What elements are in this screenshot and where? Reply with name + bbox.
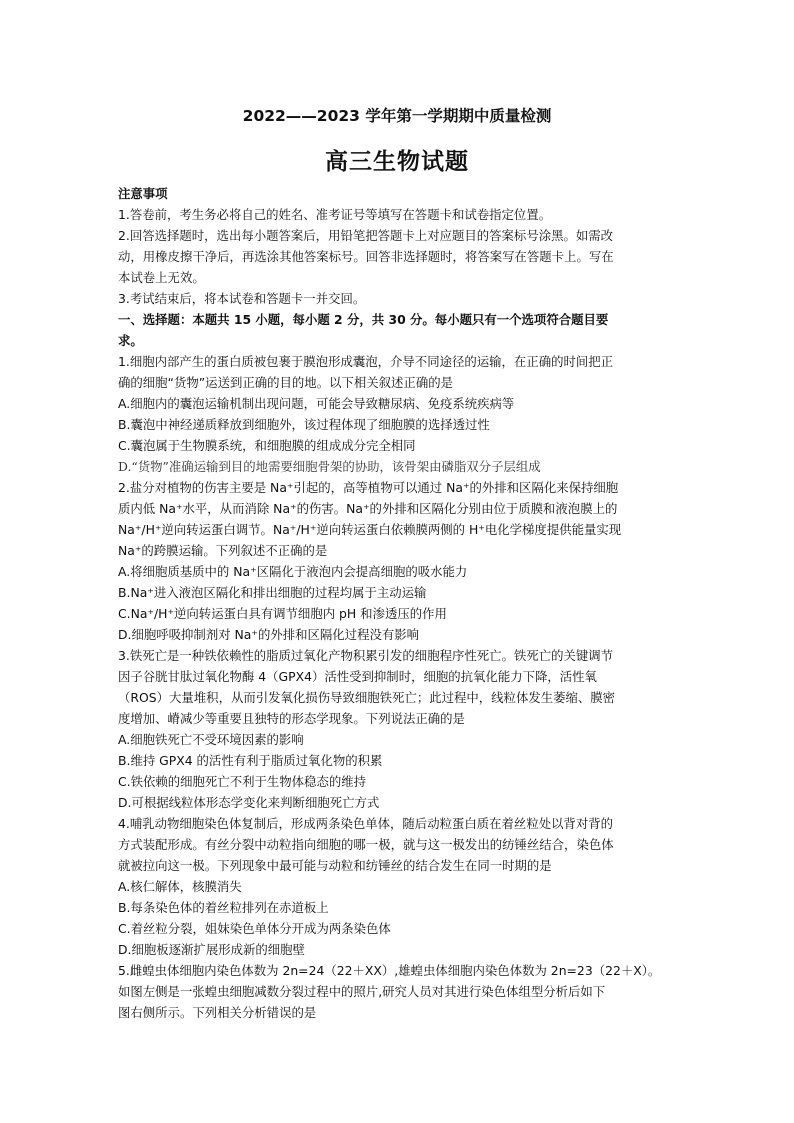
q2-stem: Na⁺/H⁺逆向转运蛋白调节。Na⁺/H⁺逆向转运蛋白依赖膜两侧的 H⁺电化学梯度提供能量实现 — [118, 522, 622, 537]
q2-option-b: B.Na⁺进入液泡区隔化和排出细胞的过程均属于主动运输 — [118, 585, 427, 600]
section-heading: 一、选择题：本题共 15 小题，每小题 2 分，共 30 分。每小题只有一个选项符合题目要 — [118, 312, 609, 327]
q2-option-d: D.细胞呼吸抑制剂对 Na⁺的外排和区隔化过程没有影响 — [118, 627, 420, 642]
notes-line: 2.回答选择题时，选出每小题答案后，用铅笔把答题卡上对应题目的答案标号涂黑。如需改 — [118, 228, 614, 243]
q5-stem: 5.雌蝗虫体细胞内染色体数为 2n=24（22＋XX）,雄蝗虫体细胞内染色体数为 2n=23（22＋X）。 — [118, 963, 661, 978]
q1-option-d: D.“货物”准确运输到目的地需要细胞骨架的协助，该骨架由磷脂双分子层组成 — [118, 459, 541, 474]
notes-heading: 注意事项 — [118, 186, 168, 201]
q3-option-b: B.维持 GPX4 的活性有利于脂质过氧化物的积累 — [118, 753, 383, 768]
exam-subtitle: 2022——2023 学年第一学期期中质量检测 — [242, 107, 552, 125]
q5-stem: 图右侧所示。下列相关分析错误的是 — [118, 1005, 317, 1020]
q5-stem: 如图左侧是一张蝗虫细胞减数分裂过程中的照片,研究人员对其进行染色体组型分析后如下 — [118, 984, 606, 999]
q4-option-d: D.细胞板逐渐扩展形成新的细胞壁 — [118, 942, 305, 957]
notes-line: 动，用橡皮擦干净后，再选涂其他答案标号。回答非选择题时，将答案写在答题卡上。写在 — [118, 249, 614, 264]
q4-option-c: C.着丝粒分裂，姐妹染色单体分开成为两条染色体 — [118, 921, 391, 936]
notes-line: 3.考试结束后，将本试卷和答题卡一并交回。 — [118, 291, 366, 306]
q1-stem: 1.细胞内部产生的蛋白质被包裹于膜泡形成囊泡，介导不同途径的运输，在正确的时间把正 — [118, 354, 614, 369]
q4-stem: 4.哺乳动物细胞染色体复制后，形成两条染色单体，随后动粒蛋白质在着丝粒处以背对背的 — [118, 816, 614, 831]
q2-stem: 2.盐分对植物的伤害主要是 Na⁺引起的，高等植物可以通过 Na⁺的外排和区隔化来保持细胞 — [118, 480, 619, 495]
notes-line: 本试卷上无效。 — [118, 270, 205, 285]
q3-option-a: A.细胞铁死亡不受环境因素的影响 — [118, 732, 304, 747]
q3-stem: （ROS）大量堆积，从而引发氧化损伤导致细胞铁死亡；此过程中，线粒体发生萎缩、膜密 — [118, 690, 616, 705]
q2-option-a: A.将细胞质基质中的 Na⁺区隔化于液泡内会提高细胞的吸水能力 — [118, 564, 468, 579]
q3-option-c: C.铁依赖的细胞死亡不利于生物体稳态的维持 — [118, 774, 367, 789]
q3-stem: 因子谷胱甘肽过氧化物酶 4（GPX4）活性受到抑制时，细胞的抗氧化能力下降，活性氧 — [118, 669, 597, 684]
q2-option-c: C.Na⁺/H⁺逆向转运蛋白具有调节细胞内 pH 和渗透压的作用 — [118, 606, 447, 621]
section-heading: 求。 — [118, 333, 143, 348]
q3-option-d: D.可根据线粒体形态学变化来判断细胞死亡方式 — [118, 795, 380, 810]
q3-stem: 度增加、嵴减少等重要且独特的形态学现象。下列说法正确的是 — [118, 711, 465, 726]
q3-stem: 3.铁死亡是一种铁依赖性的脂质过氧化产物积累引发的细胞程序性死亡。铁死亡的关键调节 — [118, 648, 614, 663]
q4-option-b: B.每条染色体的着丝粒排列在赤道板上 — [118, 900, 329, 915]
q2-stem: Na⁺的跨膜运输。下列叙述不正确的是 — [118, 543, 328, 558]
exam-title: 高三生物试题 — [325, 149, 469, 175]
q1-option-b: B.囊泡中神经递质释放到细胞外，该过程体现了细胞膜的选择透过性 — [118, 417, 490, 432]
q1-option-c: C.囊泡属于生物膜系统，和细胞膜的组成成分完全相同 — [118, 438, 416, 453]
q1-stem: 确的细胞“货物”运送到正确的目的地。以下相关叙述正确的是 — [118, 375, 453, 390]
q1-option-a: A.细胞内的囊泡运输机制出现问题，可能会导致糖尿病、免疫系统疾病等 — [118, 396, 515, 411]
q2-stem: 质内低 Na⁺水平，从而消除 Na⁺的伤害。Na⁺的外排和区隔化分别由位于质膜和液泡膜上的 — [118, 501, 618, 516]
q4-option-a: A.核仁解体，核膜消失 — [118, 879, 242, 894]
q4-stem: 就被拉向这一极。下列现象中最可能与动粒和纺锤丝的结合发生在同一时期的是 — [118, 858, 552, 873]
exam-body — [118, 183, 684, 1023]
q4-stem: 方式装配形成。有丝分裂中动粒指向细胞的哪一极，就与这一极发出的纺锤丝结合，染色体 — [118, 837, 614, 852]
notes-line: 1.答卷前，考生务必将自己的姓名、准考证号等填写在答题卡和试卷指定位置。 — [118, 207, 552, 222]
